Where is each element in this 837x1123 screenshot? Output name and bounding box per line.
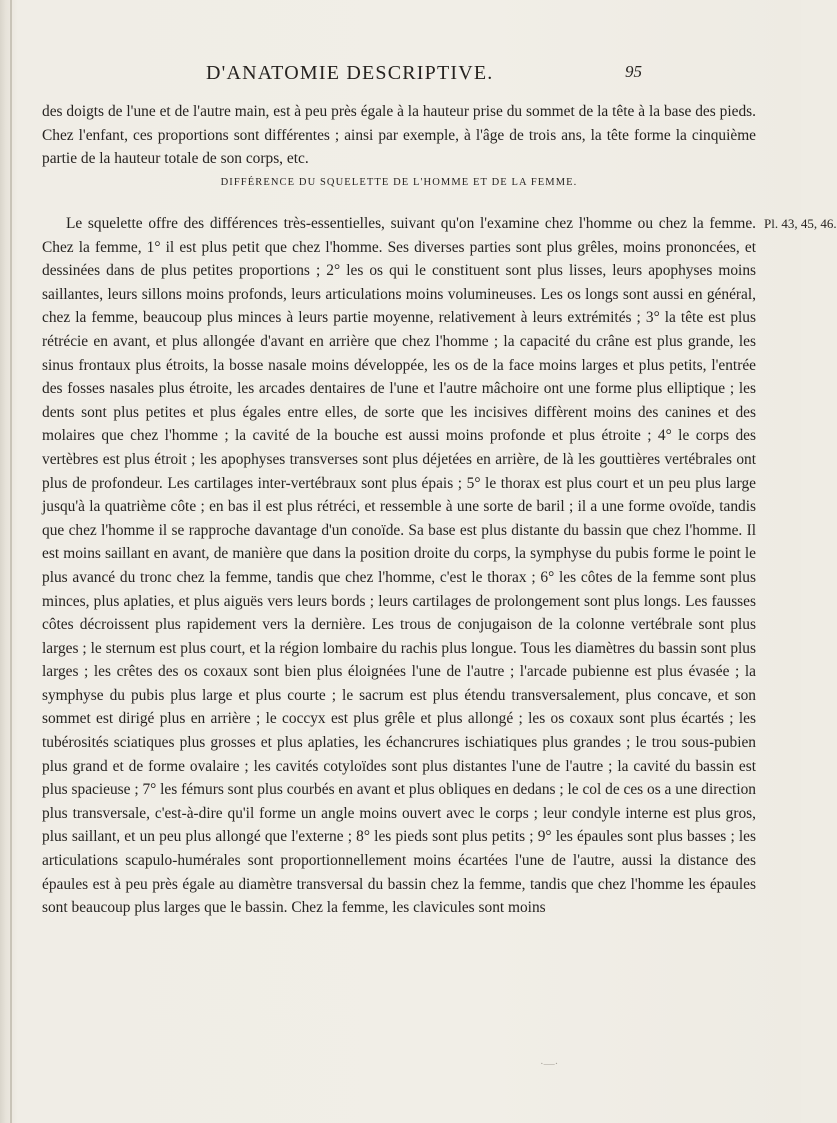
plate-reference: Pl. 43, 45, 46. bbox=[764, 216, 837, 231]
stray-ink-mark: ·—· bbox=[540, 1058, 559, 1070]
binding-gutter bbox=[10, 0, 12, 1123]
running-title: D'ANATOMIE DESCRIPTIVE. bbox=[206, 62, 494, 84]
page-number: 95 bbox=[625, 62, 642, 81]
running-head bbox=[0, 62, 801, 92]
section-heading: DIFFÉRENCE DU SQUELETTE DE L'HOMME ET DE LA FEMME. bbox=[220, 177, 578, 188]
paragraph-skeleton-differences: Le squelette offre des différences très-essentielles, suivant qu'on l'examine chez l'homme ou chez la femme. Chez la femme, 1° il est plus petit que chez l'homme. Ses diverses parties sont plus grêles, moins prononcées, et dessinées dans de plus petites proportions ; 2° les os qui le constituent sont plus lisses, leurs apophyses moins saillantes, leurs sillons moins profonds, leurs articulations moins volumineuses. Les os longs sont aussi en général, chez la femme, beaucoup plus minces à leurs partie moyenne, relativement à leurs extrémités ; 3° la tête est plus rétrécie en avant, et plus allongée d'avant en arrière que chez l'homme ; la capacité du crâne est plus grande, les sinus frontaux plus étroits, la bosse nasale moins développée, les os de la face moins larges et plus petits, l'entrée des fosses nasales plus étroite, les arcades dentaires de l'une et l'autre mâchoire ont une forme plus elliptique ; les dents sont plus petites et plus égales entre elles, de sorte que les incisives diffèrent moins des canines et des molaires que chez l'homme ; la cavité de la bouche est aussi moins profonde et plus étroite ; 4° le corps des vertèbres est plus étroit ; les apophyses transverses sont plus déjetées en arrière, de là les gouttières vertébrales ont plus de profondeur. Les cartilages inter-vertébraux sont plus épais ; 5° le thorax est plus court et un peu plus large jusqu'à la quatrième côte ; en bas il est plus rétréci, et ressemble à une sorte de baril ; il a une forme ovoïde, tandis que chez l'homme il se rapproche davantage d'un conoïde. Sa base est plus distante du bassin que chez l'homme. Il est moins saillant en avant, de manière que dans la position droite du corps, la symphyse du pubis forme le point le plus avancé du tronc chez la femme, tandis que chez l'homme, c'est le thorax ; 6° les côtes de la femme sont plus minces, plus aplaties, et plus aiguës vers leurs bords ; leurs cartilages de prolongement sont plus longs. Les fausses côtes décroissent plus rapidement vers la dernière. Les trous de conjugaison de la colonne vertébrale sont plus larges ; le sternum est plus court, et la région lombaire du rachis plus longue. Tous les diamètres du bassin sont plus larges ; les crêtes des os coxaux sont bien plus éloignées l'une de l'autre ; l'arcade pubienne est plus évasée ; la symphyse du pubis plus large et plus courte ; le sacrum est plus étendu transversalement, plus concave, et son sommet est dirigé plus en arrière ; le coccyx est plus grêle et plus allongé ; les os coxaux sont plus écartés ; les tubérosités sciatiques plus grosses et plus aplaties, les échancrures ischiatiques plus grandes ; le trou sous-pubien plus grand et de forme ovalaire ; les cavités cotyloïdes sont plus distantes l'une de l'autre ; la cavité du bassin est plus spacieuse ; 7° les fémurs sont plus courbés en avant et plus obliques en dedans ; le col de ces os a une direction plus transversale, c'est-à-dire qu'il forme un angle moins ouvert avec le corps ; leur condyle interne est plus gros, plus saillant, et un peu plus allongé que l'externe ; 8° les pieds sont plus petits ; 9° les épaules sont plus basses ; les articulations scapulo-humérales sont proportionnellement moins écartées l'une de l'autre, aussi la distance des épaules est à peu près égale au diamètre transversal du bassin chez la femme, tandis que chez l'homme les épaules sont beaucoup plus larges que le bassin. Chez la femme, les clavicules sont moins bbox=[42, 215, 756, 917]
paragraph-continued: des doigts de l'une et de l'autre main, est à peu près égale à la hauteur prise du sommet de la tête à la base des pieds. Chez l'enfant, ces proportions sont différentes ; ainsi par exemple, à l'âge de trois ans, la tête forme la cinquième partie de la hauteur totale de son corps, etc. bbox=[42, 103, 756, 168]
